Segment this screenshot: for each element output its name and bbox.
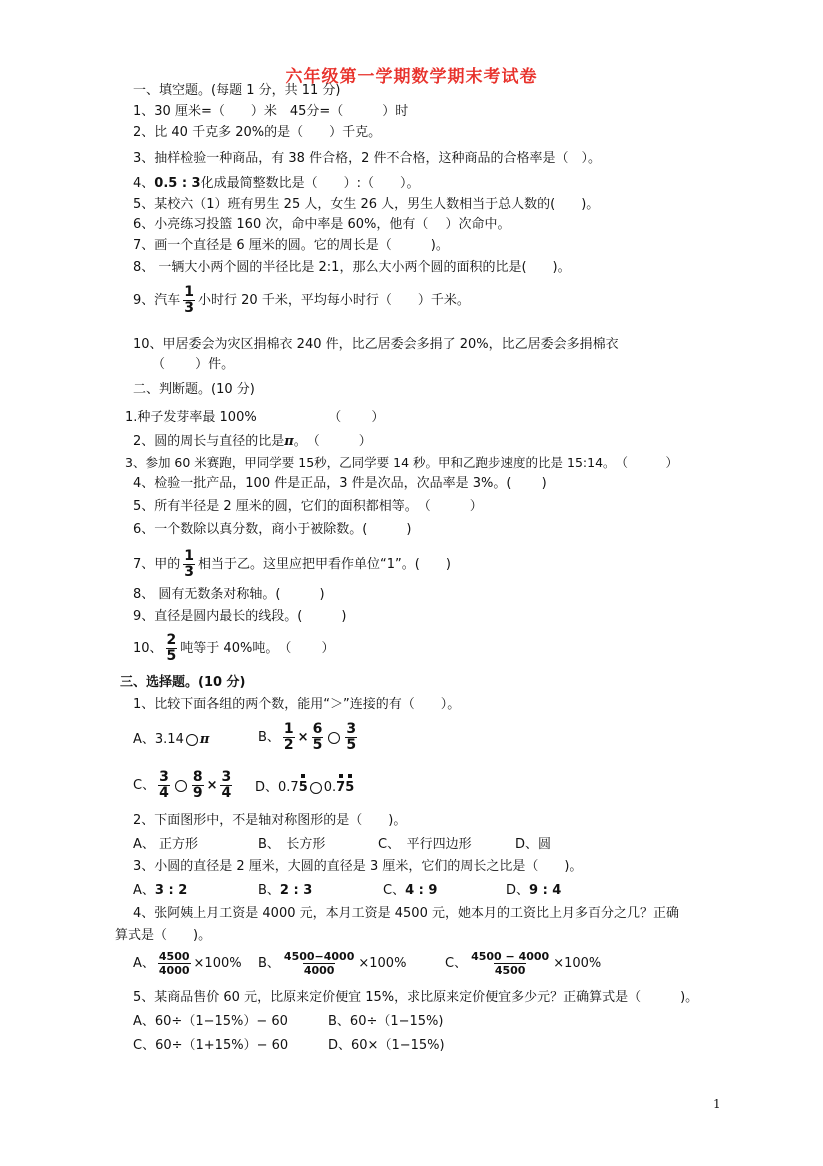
fraction-numerator: 3	[221, 769, 232, 785]
fraction-denominator: 5	[166, 648, 177, 664]
fill-question-9	[133, 285, 470, 316]
comparison-circle-icon	[310, 782, 322, 794]
fill-question-8: 8、 一辆大小两个圆的半径比是 2:1，那么大小两个圆的面积的比是( )。	[133, 260, 571, 275]
option-a-percent: ×100%	[193, 956, 242, 971]
choice-1-option-b	[258, 722, 360, 753]
option-b-ratio: 2 : 3	[279, 883, 313, 898]
judge-question-10	[133, 633, 334, 664]
fill-question-1: 1、30 厘米=（ ）米 45分=（ ）时	[133, 104, 409, 119]
choice-5-option-a: A、60÷（1−15%）− 60	[133, 1014, 288, 1029]
fraction-denominator: 2	[283, 737, 294, 753]
choice-question-2: 2、下面图形中，不是轴对称图形的是（ )。	[133, 813, 407, 828]
repeating-digit: 7	[336, 780, 346, 795]
q4-prefix: 4、	[133, 176, 155, 191]
section-2-heading: 二、判断题。(10 分)	[133, 382, 255, 397]
choice-question-5: 5、某商品售价 60 元，比原来定价便宜 15%，求比原来定价便宜多少元？正确算式是（ )。	[133, 990, 699, 1005]
choice-5-option-d: D、60×（1−15%)	[328, 1038, 445, 1053]
fraction-denominator: 3	[184, 564, 195, 580]
fraction	[220, 770, 232, 801]
fraction-denominator: 3	[184, 300, 195, 316]
choice-3-option-a	[133, 882, 187, 900]
option-b-percent: ×100%	[358, 956, 407, 971]
fraction	[312, 722, 324, 753]
fill-question-5: 5、某校六（1）班有男生 25 人，女生 26 人，男生人数相当于总人数的( )。	[133, 197, 600, 212]
fill-question-7: 7、画一个直径是 6 厘米的圆。它的周长是（ )。	[133, 238, 449, 253]
fraction-denominator: 4500	[494, 964, 526, 977]
fill-question-10-line-2: （ ）件。	[152, 357, 235, 372]
option-b-label: B、	[258, 956, 280, 971]
q2-prefix: 2、圆的周长与直径的比是	[133, 434, 285, 449]
choice-3-option-b	[258, 882, 312, 900]
fraction	[158, 770, 170, 801]
choice-2-option-b: B、 长方形	[258, 837, 326, 852]
fraction-numerator: 4500 − 4000	[471, 950, 550, 963]
fraction	[283, 950, 355, 977]
comparison-circle-icon	[328, 732, 340, 744]
fraction-numerator: 1	[184, 548, 195, 564]
fill-question-3: 3、抽样检验一种商品，有 38 件合格，2 件不合格，这种商品的合格率是（ ）。	[133, 151, 601, 166]
q7-suffix: 相当于乙。这里应把甲看作单位“1”。( )	[198, 557, 451, 572]
fraction	[345, 722, 357, 753]
option-c-ratio: 4 : 9	[405, 883, 438, 898]
fraction-denominator: 4	[159, 785, 169, 801]
fill-question-10-line-1: 10、甲居委会为灾区捐棉衣 240 件，比乙居委会多捐了 20%，比乙居委会多捐棉衣	[133, 337, 619, 352]
option-d-ratio: 9 : 4	[529, 883, 562, 898]
choice-question-4-line-1: 4、张阿姨上月工资是 4000 元，本月工资是 4500 元，她本月的工资比上月多百分之几？正确	[133, 906, 679, 921]
option-d-label: D、	[506, 883, 530, 898]
fraction-denominator: 9	[192, 785, 203, 801]
judge-question-9: 9、直径是圆内最长的线段。( )	[133, 609, 347, 624]
judge-question-7	[133, 549, 451, 580]
times-sign: ×	[206, 778, 218, 793]
fraction-two-fifths	[166, 633, 178, 664]
fraction-numerator: 8	[192, 769, 203, 785]
decimal-prefix: 0.	[323, 780, 337, 795]
q4-suffix: 化成最简整数比是（ ）:（ ）。	[200, 176, 420, 191]
fraction-numerator: 1	[283, 721, 294, 737]
choice-4-option-b	[258, 950, 406, 977]
choice-3-option-c	[383, 882, 437, 900]
pi-symbol: π	[199, 732, 210, 747]
fraction-one-third	[183, 549, 195, 580]
judge-question-3: 3、参加 60 米赛跑，甲同学要 15秒，乙同学要 14 秒。甲和乙跑步速度的比是 15:14。 （ ）	[125, 455, 679, 470]
fraction-numerator: 4500	[158, 950, 190, 963]
option-b-label: B、	[258, 730, 280, 745]
fill-question-4	[133, 175, 420, 193]
choice-2-option-a: A、 正方形	[133, 837, 199, 852]
choice-3-option-d	[506, 882, 561, 900]
choice-2-option-c: C、 平行四边形	[378, 837, 472, 852]
option-c-percent: ×100%	[553, 956, 602, 971]
choice-question-1: 1、比较下面各组的两个数，能用“＞”连接的有（ ）。	[133, 697, 461, 712]
choice-1-option-d	[255, 779, 354, 797]
judge-question-4: 4、检验一批产品，100 件是正品，3 件是次品，次品率是 3%。( )	[133, 476, 547, 491]
option-c-label: C、	[133, 778, 156, 793]
judge-question-8: 8、 圆有无数条对称轴。( )	[133, 587, 325, 602]
choice-5-option-c: C、60÷（1+15%）− 60	[133, 1038, 289, 1053]
fraction-numerator: 4500−4000	[283, 950, 355, 963]
choice-1-option-a	[133, 731, 209, 749]
fraction-one-third	[183, 285, 195, 316]
choice-question-3: 3、小圆的直径是 2 厘米，大圆的直径是 3 厘米，它们的周长之比是（ )。	[133, 859, 583, 874]
fraction	[192, 770, 204, 801]
q7-prefix: 7、甲的	[133, 557, 181, 572]
choice-4-option-a	[133, 950, 242, 977]
repeating-digit: 5	[345, 780, 355, 795]
choice-4-option-c	[445, 950, 601, 977]
fraction-numerator: 2	[166, 632, 177, 648]
choice-2-option-d: D、圆	[515, 837, 552, 852]
fraction-numerator: 3	[159, 769, 169, 785]
choice-1-option-c	[133, 770, 235, 801]
q10-prefix: 10、	[133, 641, 163, 656]
option-b-label: B、	[258, 883, 280, 898]
q9-prefix: 9、汽车	[133, 293, 181, 308]
fraction-denominator: 4000	[158, 964, 190, 977]
option-c-label: C、	[445, 956, 468, 971]
fill-question-2: 2、比 40 千克多 20%的是（ ）千克。	[133, 125, 382, 140]
q2-suffix: 。 （ ）	[293, 434, 372, 449]
option-a-ratio: 3 : 2	[154, 883, 188, 898]
fraction-denominator: 4	[221, 785, 232, 801]
q10-suffix: 吨等于 40%吨。 （ ）	[180, 641, 335, 656]
comparison-circle-icon	[186, 734, 198, 746]
option-a-label: A、3.14	[133, 732, 184, 747]
section-1-heading: 一、填空题。(每题 1 分，共 11 分)	[133, 83, 341, 98]
page-title: 六年级第一学期数学期末考试卷	[285, 67, 538, 87]
judge-question-1: 1.种子发芽率最 100% （ ）	[125, 410, 385, 425]
comparison-circle-icon	[175, 780, 187, 792]
fraction-numerator: 6	[312, 721, 323, 737]
option-d-label: D、0.7	[255, 780, 299, 795]
fraction	[470, 950, 550, 977]
choice-5-option-b: B、60÷（1−15%)	[328, 1014, 444, 1029]
choice-question-4-line-2: 算式是（ )。	[115, 928, 212, 943]
option-a-label: A、	[133, 956, 155, 971]
fraction-denominator: 4000	[303, 964, 335, 977]
fraction-denominator: 5	[312, 737, 323, 753]
judge-question-6: 6、一个数除以真分数，商小于被除数。( )	[133, 522, 412, 537]
fraction-numerator: 3	[346, 721, 357, 737]
judge-question-2	[133, 433, 372, 451]
option-c-label: C、	[383, 883, 406, 898]
fraction-numerator: 1	[184, 284, 195, 300]
fraction	[158, 950, 191, 977]
fraction	[283, 722, 295, 753]
times-sign: ×	[297, 730, 309, 745]
repeating-digit: 5	[298, 780, 308, 795]
option-a-label: A、	[133, 883, 155, 898]
section-3-heading: 三、选择题。(10 分)	[120, 675, 246, 690]
pi-symbol: π	[284, 434, 294, 449]
judge-question-5: 5、所有半径是 2 厘米的圆，它们的面积都相等。 （ ）	[133, 499, 483, 514]
page-number: 1	[713, 1097, 721, 1111]
fraction-denominator: 5	[346, 737, 357, 753]
q9-suffix: 小时行 20 千米，平均每小时行（ ）千米。	[198, 293, 470, 308]
q4-ratio: 0.5 : 3	[154, 176, 201, 191]
fill-question-6: 6、小亮练习投篮 160 次，命中率是 60%，他有（ ）次命中。	[133, 217, 511, 232]
